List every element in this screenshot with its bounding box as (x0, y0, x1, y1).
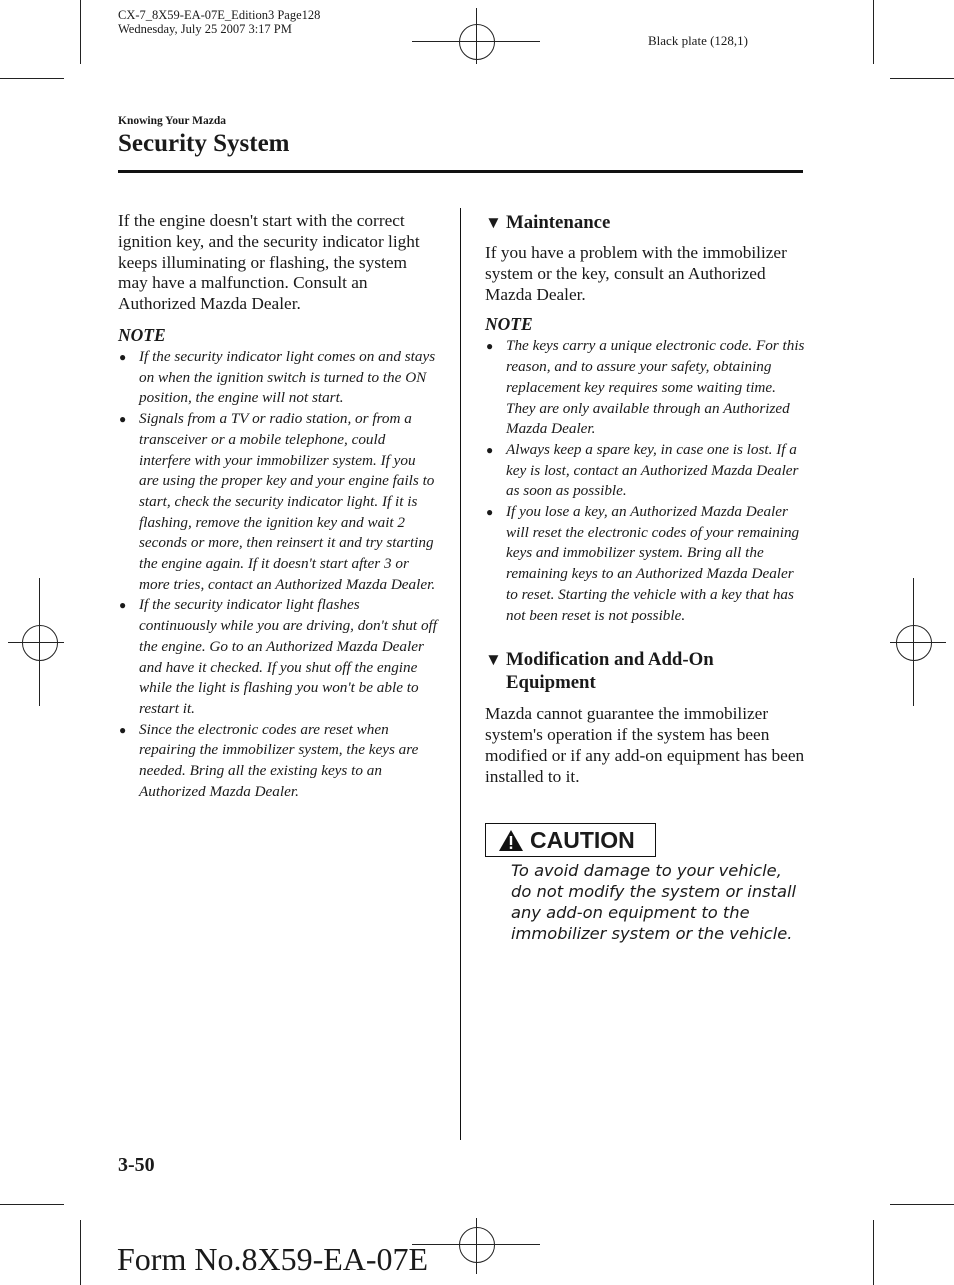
crop-mark (0, 78, 64, 79)
modification-paragraph: Mazda cannot guarantee the immobilizer system's operation if the system has been modified or if any add-on equipment has been installed to it. (485, 704, 805, 786)
plate-label: Black plate (128,1) (648, 33, 748, 48)
form-number: Form No.8X59-EA-07E (117, 1241, 429, 1277)
list-item: ● Always keep a spare key, in case one is lost. If a key is lost, contact an Authorized Mazda Dealer as soon as possible. (486, 440, 799, 500)
caution-box (485, 823, 656, 857)
note-list (485, 336, 805, 626)
right-column (485, 211, 805, 787)
caution-label: CAUTION (530, 826, 635, 853)
list-item: ● The keys carry a unique electronic code. For this reason, and to assure your safety, obtaining replacement key requires some waiting time. They are only available through an Authorized Mazda Dealer. (486, 337, 805, 438)
bullet-icon: ● (119, 722, 127, 737)
crop-mark (80, 0, 81, 64)
caution-text: To avoid damage to your vehicle, do not modify the system or install any add-on equipment to the immobilizer system or the vehicle. (511, 861, 797, 943)
bullet-icon: ● (486, 339, 494, 354)
list-item: ● If you lose a key, an Authorized Mazda Dealer will reset the electronic codes of your remaining keys and immobilizer system. Bring all the remaining keys to an Authorized Mazda Dealer to reset. Starting the vehicle with a key that has not been reset is not possible. (486, 503, 800, 624)
crop-mark (873, 1220, 874, 1285)
left-column (118, 211, 438, 802)
title-rule (118, 170, 803, 173)
list-item: ● If the security indicator light comes on and stays on when the ignition switch is turned to the ON position, the engine will not start. (119, 347, 436, 407)
print-header (118, 8, 320, 36)
file-line: CX-7_8X59-EA-07E_Edition3 Page128 (118, 8, 321, 22)
section-label: Knowing Your Mazda (118, 115, 226, 127)
page-title: Security System (118, 130, 290, 157)
down-triangle-icon: ▼ (485, 213, 502, 232)
crop-mark (873, 0, 874, 64)
note-heading: NOTE (485, 314, 533, 335)
crop-mark (80, 1220, 81, 1285)
list-item: ● Signals from a TV or radio station, or from a transceiver or a mobile telephone, could interfere with your immobilizer system. If you are using the proper key and your engine fails to start, check the security indicator light. If it is flashing, remove the ignition key and wait 2 seconds or more, then reinsert it and try starting the engine again. If it doesn't start after 3 or more tries, contact an Authorized Mazda Dealer. (119, 410, 436, 593)
modification-heading: ▼ Modification and Add-On Equipment (485, 649, 714, 694)
maintenance-heading: ▼ Maintenance (485, 212, 611, 233)
note-heading: NOTE (118, 324, 166, 345)
bullet-icon: ● (486, 505, 494, 520)
crop-mark (0, 1204, 64, 1205)
list-item: ● Since the electronic codes are reset when repairing the immobilizer system, the keys are needed. Bring all the existing keys to an Authorized Mazda Dealer. (119, 720, 419, 800)
page-number: 3-50 (118, 1154, 155, 1176)
crop-mark (890, 78, 954, 79)
bullet-icon: ● (119, 412, 127, 427)
bullet-icon: ● (486, 442, 494, 457)
date-line: Wednesday, July 25 2007 3:17 PM (118, 22, 292, 36)
intro-paragraph: If the engine doesn't start with the correct ignition key, and the security indicator light keeps illuminating or flashing, the system may have a malfunction. Consult an Authorized Mazda Dealer. (118, 211, 420, 314)
bullet-icon: ● (119, 349, 127, 364)
down-triangle-icon: ▼ (485, 650, 502, 670)
bullet-icon: ● (119, 598, 127, 613)
crop-mark (890, 1204, 954, 1205)
warning-triangle-icon (498, 829, 524, 852)
note-list (118, 347, 438, 802)
list-item: ● If the security indicator light flashes continuously while you are driving, don't shut off the engine. Go to an Authorized Mazda Dealer and have it checked. If you shut off the engine while the light is flashing you won't be able to restart it. (119, 596, 437, 717)
maintenance-paragraph: If you have a problem with the immobilizer system or the key, consult an Authorized Mazda Dealer. (485, 243, 787, 304)
column-divider (460, 208, 461, 1140)
